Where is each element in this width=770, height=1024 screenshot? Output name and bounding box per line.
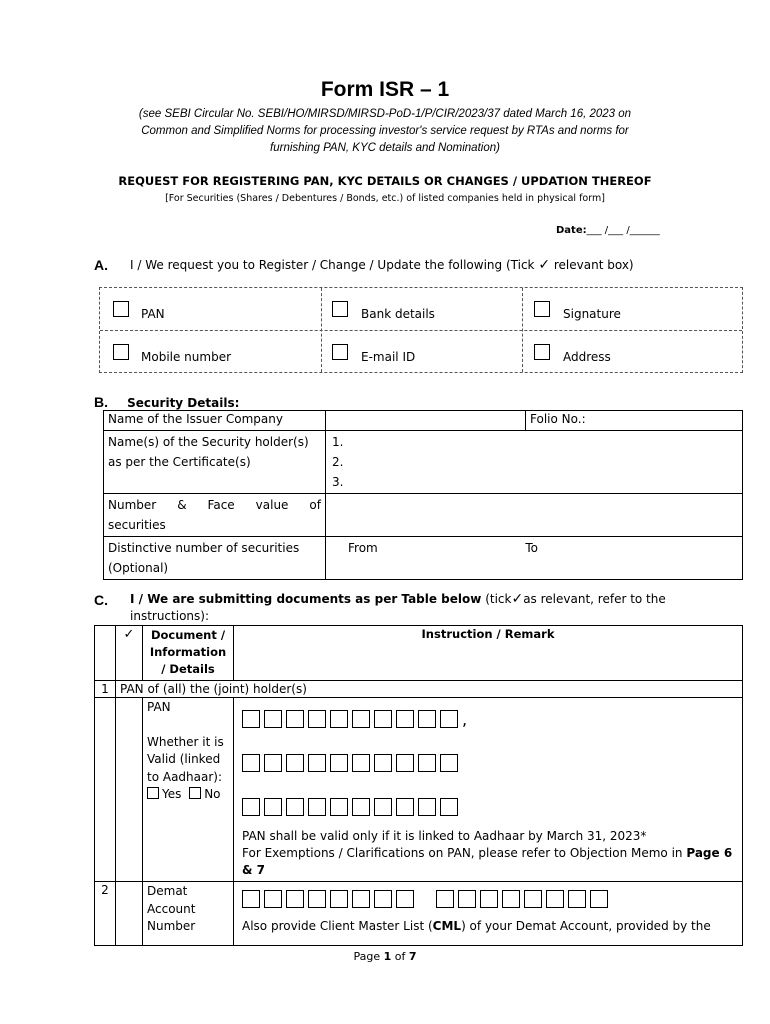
tick-column-header: ✓ <box>116 626 143 681</box>
bank-details-checkbox[interactable] <box>332 301 348 317</box>
number-face-value-input[interactable] <box>326 494 743 537</box>
section-c-text: I / We are submitting documents as per Table below (tick✓as relevant, refer to the instructions): <box>130 591 666 623</box>
issuer-input[interactable] <box>326 411 526 431</box>
signature-option-label: Signature <box>563 307 621 321</box>
tick-icon: ✓ <box>511 591 524 607</box>
pan-digit-boxes-3[interactable] <box>242 792 736 822</box>
pan-option-label: PAN <box>141 307 165 321</box>
pan-instruction-cell <box>234 698 743 882</box>
pan-digit-boxes-2[interactable] <box>242 748 736 778</box>
row-number: 1 <box>95 681 116 698</box>
folio-field[interactable]: Folio No.: <box>526 411 743 431</box>
pan-note: PAN shall be valid only if it is linked to Aadhaar by March 31, 2023* <box>242 829 647 843</box>
request-subheading: [For Securities (Shares / Debentures / Bonds, etc.) of listed companies held in physical form] <box>165 193 605 204</box>
signature-checkbox[interactable] <box>534 301 550 317</box>
instruction-column-header: Instruction / Remark <box>234 626 743 681</box>
email-checkbox[interactable] <box>332 344 348 360</box>
mobile-number-option-label: Mobile number <box>141 350 232 364</box>
section-c-heading: C. <box>94 592 108 608</box>
address-checkbox[interactable] <box>534 344 550 360</box>
bank-details-option-label: Bank details <box>361 307 435 321</box>
pan-detail-cell: PAN Whether it is Valid (linked to Aadhaar): Yes No <box>143 698 234 882</box>
row1-tick-cell[interactable] <box>116 698 143 882</box>
row-title: PAN of (all) the (joint) holder(s) <box>116 681 743 698</box>
demat-digit-boxes[interactable] <box>242 888 736 910</box>
documents-table <box>94 625 743 946</box>
pan-exemption-note: For Exemptions / Clarifications on PAN, please refer to Objection Memo in Page 6 & 7 <box>242 846 733 877</box>
address-option-label: Address <box>563 350 611 364</box>
page-number: Page 1 of 7 <box>353 950 417 963</box>
section-a-heading: A. <box>94 257 108 273</box>
request-heading: REQUEST FOR REGISTERING PAN, KYC DETAILS OR CHANGES / UPDATION THEREOF <box>118 174 652 188</box>
email-option-label: E-mail ID <box>361 350 416 364</box>
mobile-number-checkbox[interactable] <box>113 344 129 360</box>
yes-checkbox[interactable] <box>147 787 159 799</box>
number-face-value-label: Number & Face value of securities <box>104 494 326 537</box>
date-field[interactable]: Date:___ /___ /______ <box>556 225 660 236</box>
row2-tick-cell[interactable] <box>116 882 143 946</box>
holders-label: Name(s) of the Security holder(s) as per the Certificate(s) <box>104 431 326 494</box>
no-checkbox[interactable] <box>189 787 201 799</box>
section-a-text: I / We request you to Register / Change / Update the following (Tick ✓ relevant box) <box>130 257 634 273</box>
pan-checkbox[interactable] <box>113 301 129 317</box>
demat-label-cell: Demat Account Number <box>143 882 234 946</box>
pan-digit-boxes-1[interactable]: , <box>242 704 736 734</box>
demat-instruction-cell <box>234 882 743 946</box>
distinctive-number-label: Distinctive number of securities (Optional) <box>104 537 326 580</box>
document-column-header: Document / Information / Details <box>143 626 234 681</box>
tick-icon: ✓ <box>538 257 551 273</box>
circular-reference: (see SEBI Circular No. SEBI/HO/MIRSD/MIRSD-PoD-1/P/CIR/2023/37 dated March 16, 2023 on Common and Simplified Norms for processing investor's service request by RTAs and norms for furnishing PAN, KYC details and Nomination) <box>138 108 632 154</box>
issuer-label: Name of the Issuer Company <box>104 411 326 431</box>
section-b-heading: B. Security Details: <box>94 394 240 410</box>
row-number: 2 <box>95 882 116 946</box>
valid-yes-no[interactable]: Yes No <box>147 786 229 804</box>
security-details-table <box>103 410 743 580</box>
cml-note: Also provide Client Master List (CML) of your Demat Account, provided by the <box>242 919 711 933</box>
update-options-box <box>99 287 743 373</box>
form-title: Form ISR – 1 <box>320 78 450 101</box>
distinctive-number-input[interactable]: From To <box>326 537 743 580</box>
holders-input[interactable]: 1. 2. 3. <box>326 431 743 494</box>
